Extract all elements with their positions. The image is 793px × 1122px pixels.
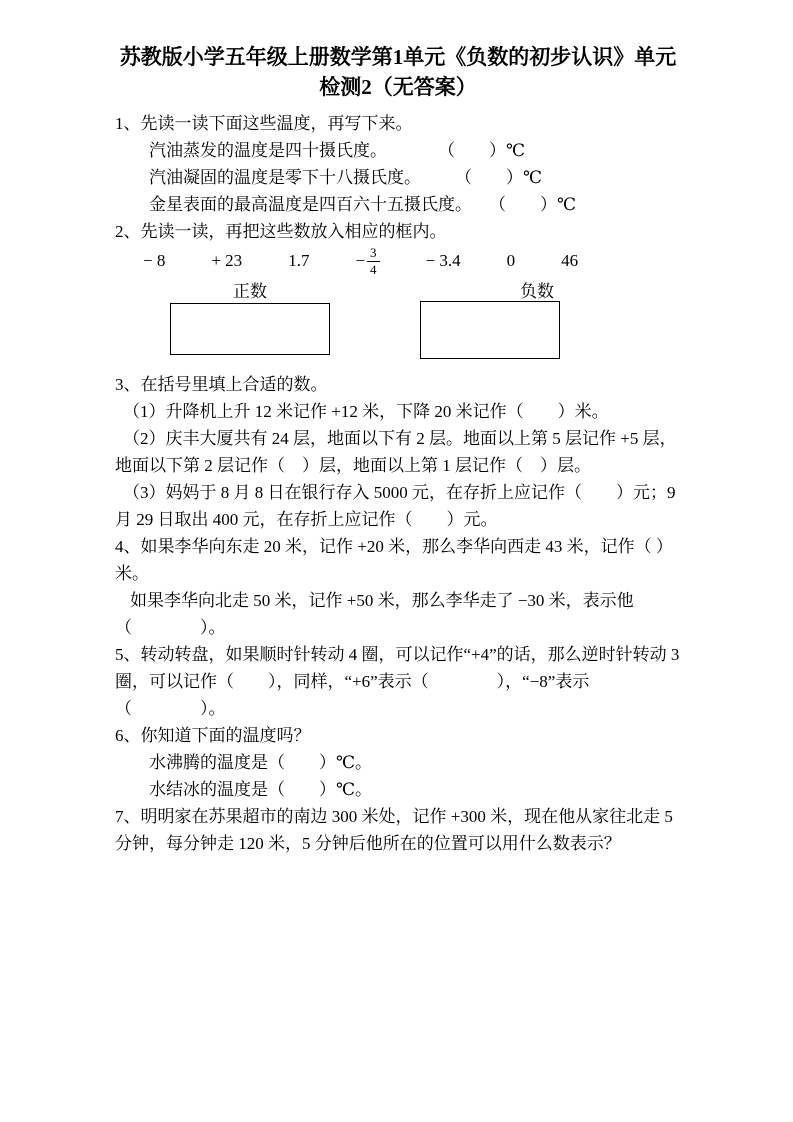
q6-item-2: 水结冰的温度是（ ）℃。 — [149, 780, 373, 799]
q5-text: 5、转动转盘，如果顺时针转动 4 圈，可以记作“+4”的话，那么逆时针转动 3 圈，可以记作（ ），同样，“+6”表示（ ），“−8”表示（ ）。 — [115, 645, 680, 718]
q1-prompt: 1、先读一读下面这些温度，再写下来。 — [115, 114, 413, 133]
number-token: − 3.4 — [425, 251, 461, 270]
q7-text: 7、明明家在苏果超市的南边 300 米处，记作 +300 米，现在他从家往北走 5 分钟，每分钟走 120 米，5 分钟后他所在的位置可以用什么数表示？ — [115, 807, 673, 853]
q3-prompt: 3、在括号里填上合适的数。 — [115, 375, 328, 394]
q3-item-2: （2）庆丰大厦共有 24 层，地面以下有 2 层。地面以上第 5 层记作 +5 层，地面以下第 2 层记作（ ）层，地面以上第 1 层记作（ ）层。 — [115, 429, 677, 475]
fraction — [367, 245, 380, 277]
q2-prompt: 2、先读一读，再把这些数放入相应的框内。 — [115, 222, 447, 241]
fraction-numerator: 3 — [367, 245, 380, 262]
negative-numbers-box — [420, 301, 560, 359]
positive-label: 正数 — [233, 282, 267, 301]
q3-item-1: （1）升降机上升 12 米记作 +12 米，下降 20 米记作（ ）米。 — [123, 402, 609, 421]
q2-labels-row — [115, 277, 681, 301]
q6-item-1: 水沸腾的温度是（ ）℃。 — [149, 753, 373, 772]
q6-prompt: 6、你知道下面的温度吗？ — [115, 726, 311, 745]
negative-fraction-token — [355, 245, 379, 277]
q1-item-2: 汽油凝固的温度是零下十八摄氏度。 （ ）℃ — [149, 168, 543, 187]
number-token: − 8 — [143, 251, 166, 270]
fraction-denominator: 4 — [370, 261, 377, 277]
q2-numbers-row — [115, 245, 681, 277]
positive-numbers-box — [170, 303, 330, 355]
number-token: 0 — [506, 251, 516, 270]
q4-part-2: 如果李华向北走 50 米，记作 +50 米，那么李华走了 −30 米，表示他（ ）。 — [115, 591, 634, 637]
q1-item-3: 金星表面的最高温度是四百六十五摄氏度。 （ ）℃ — [149, 195, 577, 214]
number-token: + 23 — [211, 251, 243, 270]
q3-item-3: （3）妈妈于 8 月 8 日在银行存入 5000 元，在存折上应记作（ ）元；9 月 29 日取出 400 元，在存折上应记作（ ）元。 — [115, 483, 676, 529]
negative-label: 负数 — [520, 282, 554, 301]
worksheet-title: 苏教版小学五年级上册数学第1单元《负数的初步认识》单元检测2（无答案） — [119, 45, 677, 99]
number-token: 46 — [561, 251, 579, 270]
q1-item-1: 汽油蒸发的温度是四十摄氏度。 （ ）℃ — [149, 141, 526, 160]
fraction-sign: − — [355, 251, 366, 270]
q2-boxes-row — [115, 301, 681, 363]
number-token: 1.7 — [288, 251, 310, 270]
q4-part-1: 4、如果李华向东走 20 米，记作 +20 米，那么李华向西走 43 米，记作（ ）米。 — [115, 537, 673, 583]
